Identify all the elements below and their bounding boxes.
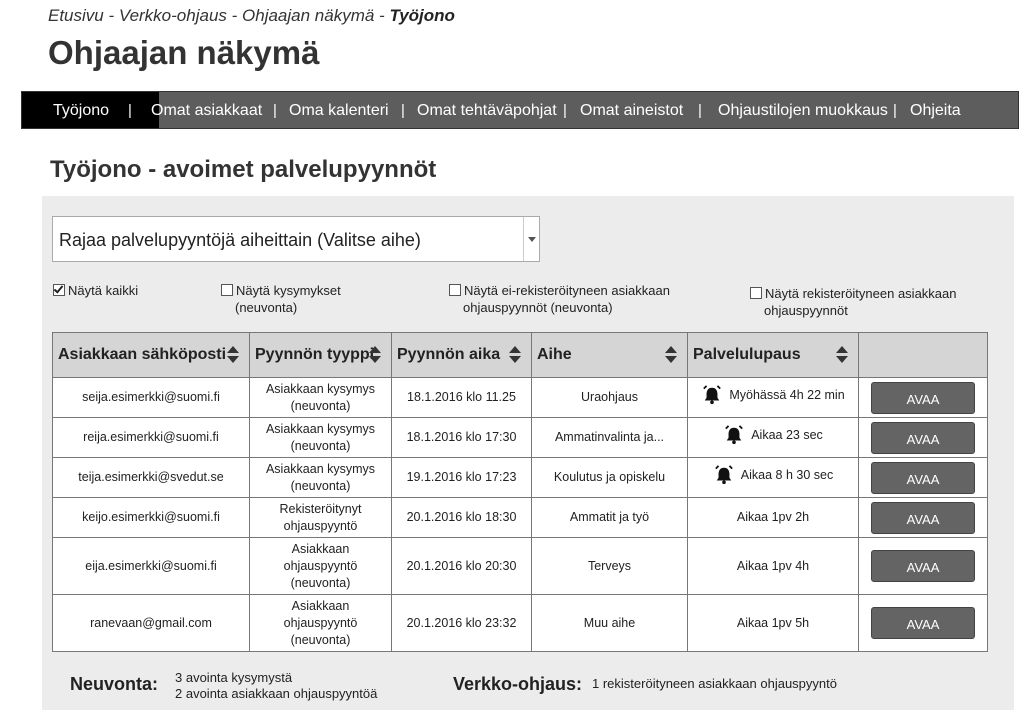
cell-email: teija.esimerkki@svedut.se	[53, 458, 250, 498]
cell-promise: Aikaa 1pv 2h	[688, 498, 859, 538]
table-row	[53, 538, 988, 595]
sort-arrows-icon[interactable]	[665, 346, 677, 364]
summary-neuvonta-text: 3 avointa kysymystä 2 avointa asiakkaan ohjauspyyntöä	[175, 670, 378, 701]
nav-separator: |	[273, 102, 277, 119]
alarm-bell-icon	[713, 465, 735, 485]
requests-table	[52, 332, 988, 652]
cell-email: seija.esimerkki@suomi.fi	[53, 378, 250, 418]
cell-time: 18.1.2016 klo 17:30	[392, 418, 532, 458]
cell-time: 20.1.2016 klo 23:32	[392, 595, 532, 652]
sort-arrows-icon[interactable]	[836, 346, 848, 364]
open-request-button[interactable]: AVAA	[871, 422, 975, 454]
cell-time: 20.1.2016 klo 20:30	[392, 538, 532, 595]
cell-topic: Koulutus ja opiskelu	[532, 458, 688, 498]
page-title: Ohjaajan näkymä	[48, 34, 320, 71]
sort-arrows-icon[interactable]	[509, 346, 521, 364]
cell-email: eija.esimerkki@suomi.fi	[53, 538, 250, 595]
table-row	[53, 418, 988, 458]
cell-action	[859, 378, 988, 418]
table-row	[53, 595, 988, 652]
topic-filter-label: Rajaa palvelupyyntöjä aiheittain (Valitse aihe)	[59, 230, 421, 250]
cell-action	[859, 595, 988, 652]
breadcrumb-link-etusivu[interactable]: Etusivu	[48, 6, 104, 25]
cell-type: Asiakkaan kysymys (neuvonta)	[250, 458, 392, 498]
table-row	[53, 458, 988, 498]
cell-type: Asiakkaan ohjauspyyntö (neuvonta)	[250, 595, 392, 652]
table-header-row	[53, 333, 988, 378]
alarm-bell-icon	[723, 425, 745, 445]
checkbox-icon[interactable]	[53, 284, 65, 296]
summary-verkko-text: 1 rekisteröityneen asiakkaan ohjauspyyntö	[592, 676, 837, 691]
cell-topic: Terveys	[532, 538, 688, 595]
summary-verkko-label: Verkko-ohjaus:	[453, 674, 583, 694]
main-nav	[21, 91, 1019, 129]
cell-action	[859, 458, 988, 498]
filter-show-unregistered[interactable]: Näytä ei-rekisteröityneen asiakkaan ohjauspyynnöt (neuvonta)	[449, 282, 670, 316]
sort-arrows-icon[interactable]	[369, 346, 381, 364]
cell-action	[859, 538, 988, 595]
cell-time: 20.1.2016 klo 18:30	[392, 498, 532, 538]
nav-tab-omat-asiakkaat[interactable]: Omat asiakkaat	[151, 102, 263, 119]
filter-show-all[interactable]: Näytä kaikki	[53, 282, 138, 299]
column-header-topic[interactable]: Aihe	[532, 333, 688, 378]
cell-promise: Aikaa 1pv 4h	[688, 538, 859, 595]
filter-show-registered[interactable]: Näytä rekisteröityneen asiakkaan ohjauspyynnöt	[750, 285, 957, 319]
open-request-button[interactable]: AVAA	[871, 502, 975, 534]
checkbox-icon[interactable]	[750, 287, 762, 299]
breadcrumb: Etusivu - Verkko-ohjaus - Ohjaajan näkymä - Työjono	[48, 6, 455, 25]
column-header-promise[interactable]: Palvelulupaus	[688, 333, 859, 378]
sort-arrows-icon[interactable]	[227, 346, 239, 364]
nav-separator: |	[698, 102, 702, 119]
checkbox-icon[interactable]	[449, 284, 461, 296]
column-header-type[interactable]: Pyynnön tyyppi	[250, 333, 392, 378]
nav-tab-tyojono[interactable]: Työjono	[22, 92, 159, 128]
column-header-email[interactable]: Asiakkaan sähköposti	[53, 333, 250, 378]
filter-show-questions[interactable]: Näytä kysymykset (neuvonta)	[221, 282, 341, 316]
cell-email: keijo.esimerkki@suomi.fi	[53, 498, 250, 538]
cell-email: ranevaan@gmail.com	[53, 595, 250, 652]
cell-time: 19.1.2016 klo 17:23	[392, 458, 532, 498]
cell-type: Asiakkaan kysymys (neuvonta)	[250, 418, 392, 458]
cell-promise: Aikaa 8 h 30 sec	[688, 458, 859, 498]
cell-type: Asiakkaan ohjauspyyntö (neuvonta)	[250, 538, 392, 595]
alarm-bell-icon	[701, 385, 723, 405]
open-request-button[interactable]: AVAA	[871, 462, 975, 494]
cell-action	[859, 498, 988, 538]
nav-separator: |	[128, 102, 132, 119]
cell-action	[859, 418, 988, 458]
cell-email: reija.esimerkki@suomi.fi	[53, 418, 250, 458]
cell-topic: Ammatit ja työ	[532, 498, 688, 538]
open-request-button[interactable]: AVAA	[871, 607, 975, 639]
nav-separator: |	[563, 102, 567, 119]
cell-topic: Muu aihe	[532, 595, 688, 652]
cell-promise: Myöhässä 4h 22 min	[688, 378, 859, 418]
table-row	[53, 378, 988, 418]
cell-promise: Aikaa 1pv 5h	[688, 595, 859, 652]
open-request-button[interactable]: AVAA	[871, 382, 975, 414]
nav-tab-ohjeita[interactable]: Ohjeita	[910, 102, 961, 119]
topic-filter-select[interactable]	[52, 216, 540, 262]
checkbox-icon[interactable]	[221, 284, 233, 296]
breadcrumb-link-ohjaajan-nakyma[interactable]: Ohjaajan näkymä	[242, 6, 375, 25]
table-row	[53, 498, 988, 538]
nav-separator: |	[401, 102, 405, 119]
cell-topic: Ammatinvalinta ja...	[532, 418, 688, 458]
cell-type: Asiakkaan kysymys (neuvonta)	[250, 378, 392, 418]
cell-topic: Uraohjaus	[532, 378, 688, 418]
summary-neuvonta-label: Neuvonta:	[70, 674, 159, 694]
column-header-time[interactable]: Pyynnön aika	[392, 333, 532, 378]
cell-type: Rekisteröitynyt ohjauspyyntö	[250, 498, 392, 538]
section-title: Työjono - avoimet palvelupyynnöt	[50, 156, 437, 183]
open-request-button[interactable]: AVAA	[871, 550, 975, 582]
nav-separator: |	[893, 102, 897, 119]
breadcrumb-current: Työjono	[389, 6, 455, 25]
chevron-down-icon[interactable]	[523, 217, 539, 261]
nav-tab-ohjaustilojen-muokkaus[interactable]: Ohjaustilojen muokkaus	[718, 102, 888, 119]
nav-tab-omat-tehtavapohjat[interactable]: Omat tehtäväpohjat	[417, 102, 557, 119]
cell-promise: Aikaa 23 sec	[688, 418, 859, 458]
column-header-actions	[859, 333, 988, 378]
nav-tab-omat-aineistot[interactable]: Omat aineistot	[580, 102, 684, 119]
nav-tab-oma-kalenteri[interactable]: Oma kalenteri	[289, 102, 389, 119]
breadcrumb-link-verkko-ohjaus[interactable]: Verkko-ohjaus	[118, 6, 227, 25]
cell-time: 18.1.2016 klo 11.25	[392, 378, 532, 418]
